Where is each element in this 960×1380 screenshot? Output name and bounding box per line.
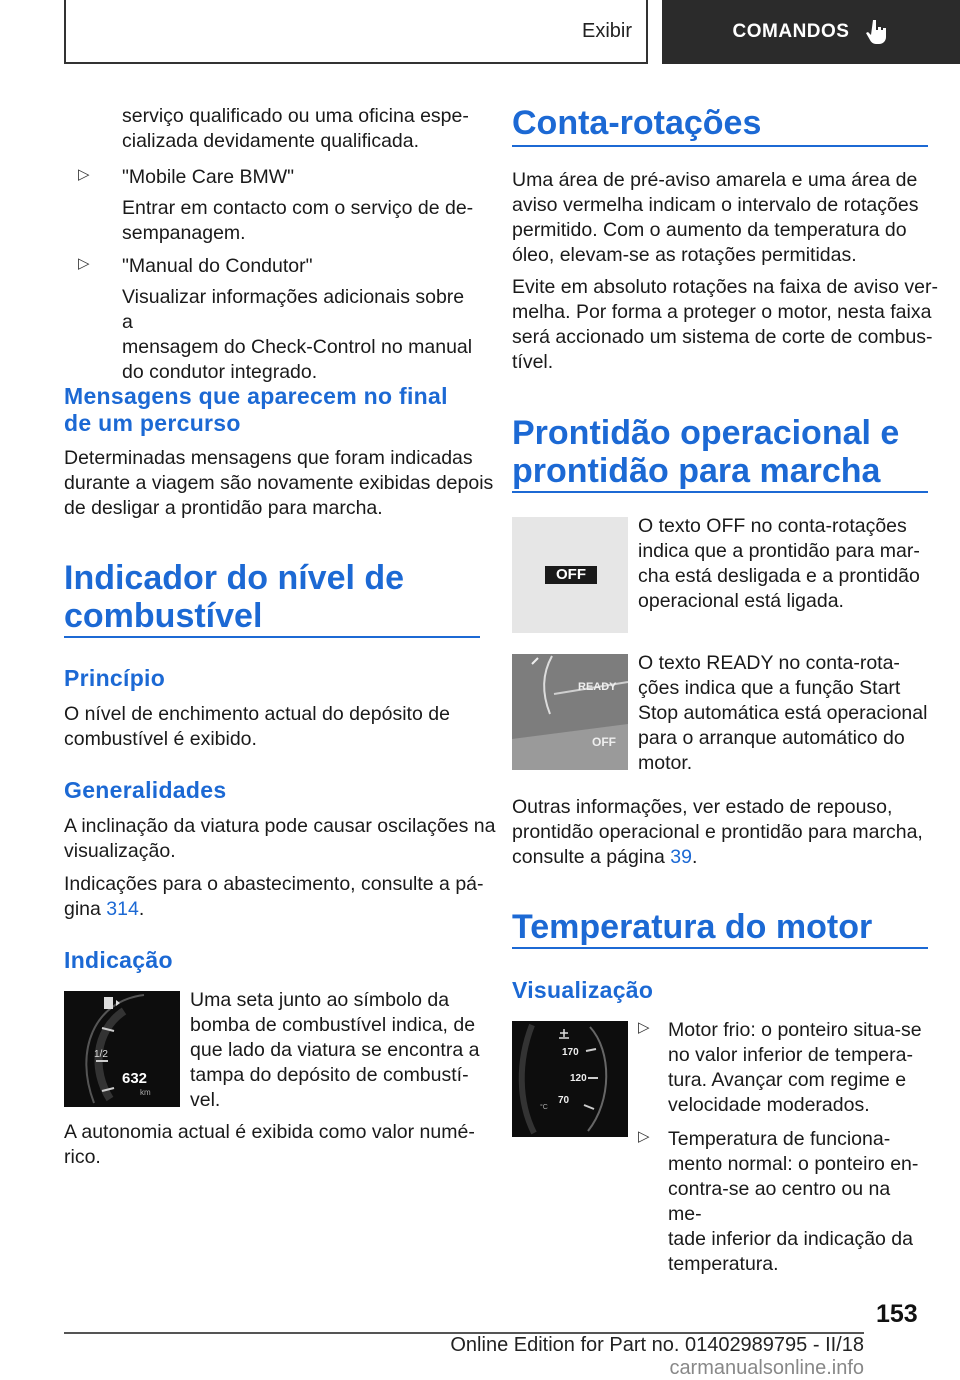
temp-bullet-text: tura. Avançar com regime e xyxy=(668,1069,907,1091)
temp-bullet-text: Motor frio: o ponteiro situa-se xyxy=(668,1019,922,1041)
principle-text: O nível de enchimento actual do depósito de xyxy=(64,703,450,725)
ready-text: Stop automática está operacional xyxy=(638,702,928,724)
general-heading: Generalidades xyxy=(64,777,227,803)
watermark: carmanualsonline.info xyxy=(669,1357,864,1379)
tacho-text: permitido. Com o aumento da temperatura do xyxy=(512,219,907,241)
tacho-text: Uma área de pré-aviso amarela e uma área de xyxy=(512,169,918,191)
more-text: Outras informações, ver estado de repouso, xyxy=(512,796,893,818)
triangle-bullet-icon: ▷ xyxy=(78,255,90,272)
section-rule xyxy=(512,947,928,949)
temp-bullet-text: velocidade moderados. xyxy=(668,1094,870,1116)
ready-title-line-1: Prontidão operacional e xyxy=(512,414,900,452)
refuel-text: gina 314. xyxy=(64,898,145,920)
ready-label: READY xyxy=(578,681,617,693)
fuel-gauge-image xyxy=(64,991,180,1107)
gauge-half-label: 1/2 xyxy=(94,1049,108,1060)
bullet-label: "Manual do Condutor" xyxy=(122,255,313,277)
tab-exibir-label: Exibir xyxy=(581,19,632,42)
off-label: OFF xyxy=(592,735,616,749)
fuel-title-line-2: combustível xyxy=(64,597,263,635)
temp-label-70: 70 xyxy=(558,1095,570,1106)
temp-bullet-text: Temperatura de funciona- xyxy=(668,1128,891,1150)
range-value: 632 xyxy=(122,1070,148,1087)
range-unit: km xyxy=(140,1088,151,1097)
messages-text: de desligar a prontidão para marcha. xyxy=(64,497,383,519)
intro-line-1: serviço qualificado ou uma oficina espe- xyxy=(122,105,469,127)
bullet-text: sempanagem. xyxy=(122,222,246,244)
tab-comandos-label: COMANDOS xyxy=(732,21,850,42)
general-text: visualização. xyxy=(64,840,176,862)
tacho-text: tível. xyxy=(512,351,554,373)
list-item xyxy=(78,165,478,246)
temp-unit: °C xyxy=(540,1104,548,1111)
ready-title-line-2: prontidão para marcha xyxy=(512,452,881,490)
temp-bullet-text: tade inferior da indicação da xyxy=(668,1228,913,1250)
off-badge: OFF xyxy=(545,566,597,584)
tacho-text: aviso vermelha indicam o intervalo de rotações xyxy=(512,194,919,216)
refuel-text: Indicações para o abastecimento, consulte a pá- xyxy=(64,873,484,895)
footer-edition xyxy=(264,1334,864,1380)
messages-heading-line-2: de um percurso xyxy=(64,410,241,436)
indication-text: que lado da viatura se encontra a xyxy=(190,1039,480,1061)
tab-comandos[interactable] xyxy=(662,0,960,64)
bullet-text: Entrar em contacto com o serviço de de- xyxy=(122,197,474,219)
temp-bullet-text: mento normal: o ponteiro en- xyxy=(668,1153,919,1175)
pointing-hand-icon xyxy=(865,18,889,46)
bullet-text: do condutor integrado. xyxy=(122,361,318,383)
indication-text: vel. xyxy=(190,1089,221,1111)
section-rule xyxy=(512,145,928,147)
triangle-bullet-icon: ▷ xyxy=(638,1019,650,1036)
page-link-39[interactable]: 39 xyxy=(670,846,692,868)
intro-line-2: cializada devidamente qualificada. xyxy=(122,130,420,152)
tacho-text: será accionado um sistema de corte de combus- xyxy=(512,326,933,348)
messages-text: durante a viagem são novamente exibidas depois xyxy=(64,472,494,494)
ready-text: motor. xyxy=(638,752,693,774)
engine-temp-title: Temperatura do motor xyxy=(512,908,873,946)
temp-gauge-image xyxy=(512,1021,628,1137)
list-item xyxy=(78,254,478,385)
off-text: indica que a prontidão para mar- xyxy=(638,540,920,562)
general-text: A inclinação da viatura pode causar oscilações na xyxy=(64,815,496,837)
temp-label-170: 170 xyxy=(562,1047,579,1058)
fuel-title-line-1: Indicador do nível de xyxy=(64,559,405,597)
tacho-text: óleo, elevam-se as rotações permitidas. xyxy=(512,244,857,266)
temp-bullet-text: temperatura. xyxy=(668,1253,779,1275)
range-text: rico. xyxy=(64,1146,101,1168)
triangle-bullet-icon: ▷ xyxy=(638,1128,650,1145)
page-link-314[interactable]: 314 xyxy=(106,898,139,920)
tacho-text: melha. Por forma a proteger o motor, nesta faixa xyxy=(512,301,932,323)
off-text: O texto OFF no conta-rotações xyxy=(638,515,907,537)
ready-text: ções indica que a função Start xyxy=(638,677,901,699)
bullet-text: Visualizar informações adicionais sobre a xyxy=(122,286,465,333)
temp-bullet-text: no valor inferior de tempera- xyxy=(668,1044,913,1066)
ready-text: para o arranque automático do xyxy=(638,727,905,749)
indication-heading: Indicação xyxy=(64,947,173,973)
range-text: A autonomia actual é exibida como valor numé- xyxy=(64,1121,475,1143)
indication-text: Uma seta junto ao símbolo da xyxy=(190,989,450,1011)
tacho-title: Conta-rotações xyxy=(512,104,762,142)
page-number: 153 xyxy=(876,1300,918,1328)
ready-indicator-image xyxy=(512,654,628,770)
display-heading: Visualização xyxy=(512,977,654,1003)
principle-heading: Princípio xyxy=(64,665,166,691)
tacho-text: Evite em absoluto rotações na faixa de aviso ver- xyxy=(512,276,938,298)
off-indicator-image xyxy=(512,517,628,633)
temp-bullet-text: contra-se ao centro ou na me- xyxy=(668,1178,891,1225)
off-text: operacional está ligada. xyxy=(638,590,844,612)
tab-exibir[interactable] xyxy=(64,0,648,64)
bullet-text: mensagem do Check-Control no manual xyxy=(122,336,473,358)
bullet-label: "Mobile Care BMW" xyxy=(122,166,295,188)
temp-label-120: 120 xyxy=(570,1073,587,1084)
indication-text: tampa do depósito de combustí- xyxy=(190,1064,469,1086)
off-text: cha está desligada e a prontidão xyxy=(638,565,920,587)
principle-text: combustível é exibido. xyxy=(64,728,257,750)
triangle-bullet-icon: ▷ xyxy=(78,166,90,183)
section-rule xyxy=(512,491,928,493)
edition-text: Online Edition for Part no. 01402989795 - II/18 xyxy=(450,1334,864,1356)
list-item xyxy=(638,1127,928,1277)
more-text: prontidão operacional e prontidão para marcha, xyxy=(512,821,923,843)
more-text: consulte a página 39. xyxy=(512,846,698,868)
messages-heading-line-1: Mensagens que aparecem no final xyxy=(64,383,448,409)
section-rule xyxy=(64,636,480,638)
indication-text: bomba de combustível indica, de xyxy=(190,1014,476,1036)
list-item xyxy=(638,1018,928,1118)
fuel-pump-icon xyxy=(104,997,113,1009)
messages-text: Determinadas mensagens que foram indicadas xyxy=(64,447,473,469)
ready-text: O texto READY no conta-rota- xyxy=(638,652,900,674)
